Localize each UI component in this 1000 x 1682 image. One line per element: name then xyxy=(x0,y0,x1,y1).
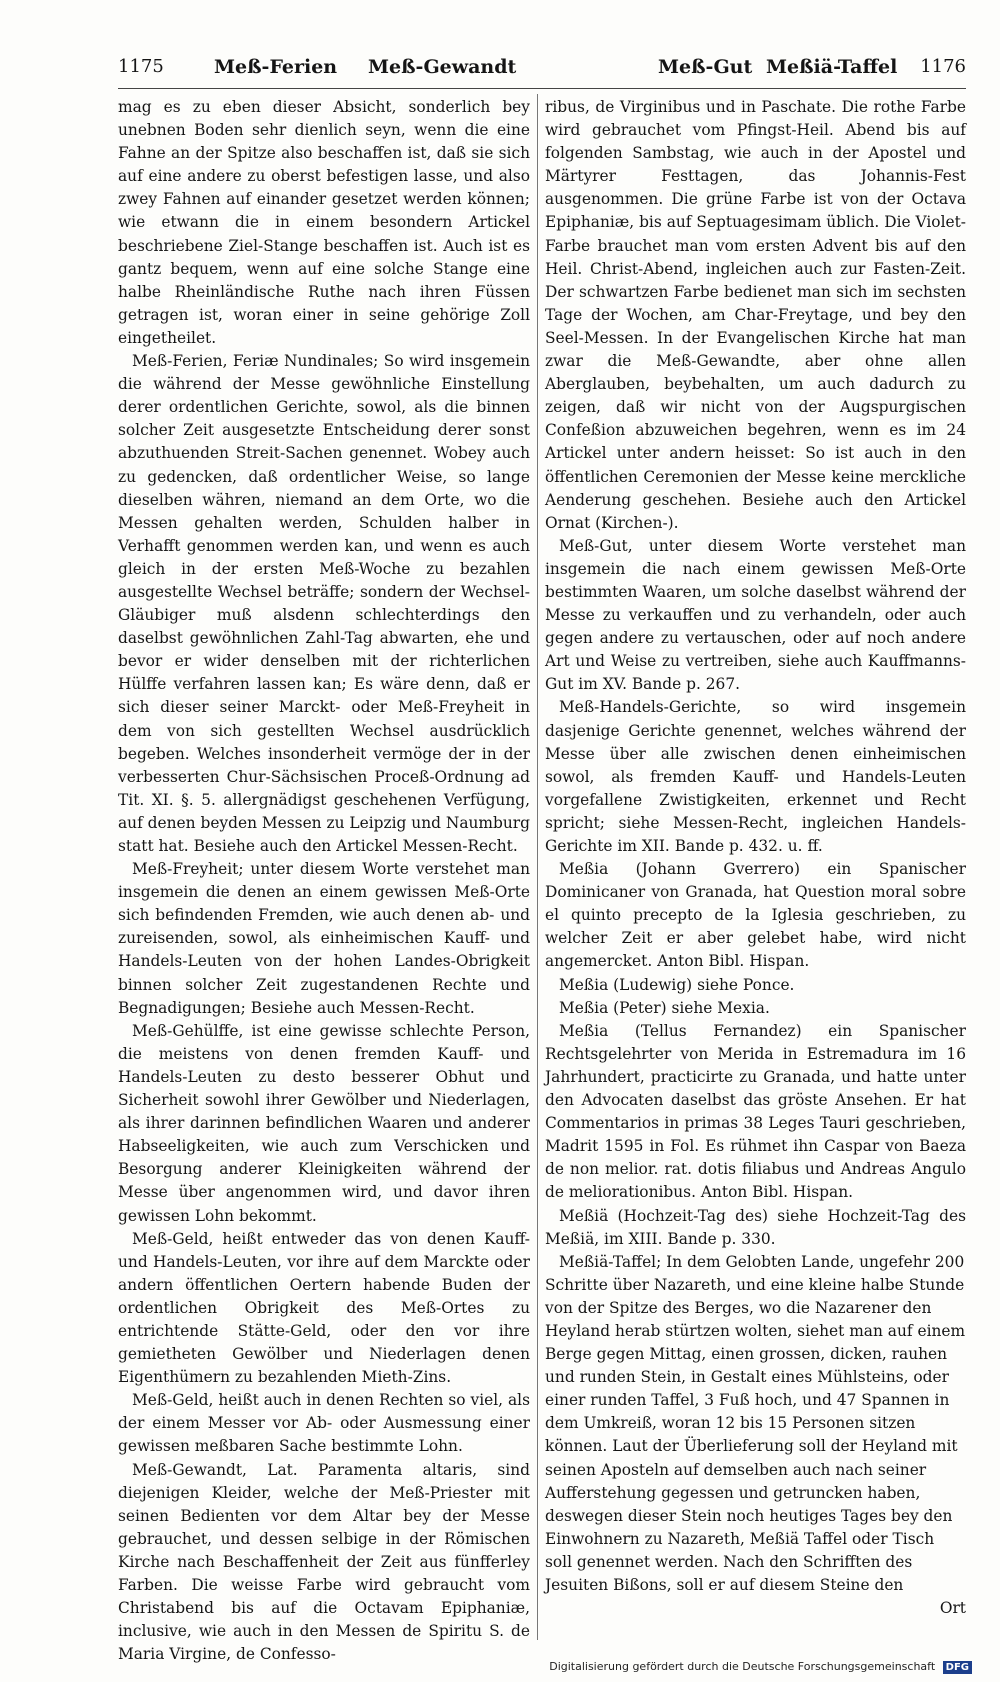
page-number-left: 1175 xyxy=(118,56,164,77)
right-column xyxy=(545,96,966,1636)
entry-messia-ludewig: Meßia (Ludewig) siehe Ponce. xyxy=(559,975,795,994)
left-column xyxy=(118,96,530,1664)
entry-messiae-taffel: Meßiä-Taffel; In dem Gelobten Lande, ungefehr 200 Schritte über Nazareth, und eine kleine halbe Stunde von der Spitze des Berges, wo die Nazarener den Heyland herab stürtzen wolten, siehet man auf einem Berge gegen Mittag, einen grossen, dicken, rauhen und runden Stein, in Gestalt eines Mühlsteins, oder einer runden Taffel, 3 Fuß hoch, und 47 Spannen in dem Umkreiß, woran 12 bis 15 Personen sitzen können. Laut der Überlieferung soll der Heyland mit seinen Aposteln auf demselben auch nach seiner Aufferstehung gegessen und getruncken haben, deswegen dieser Stein noch heutiges Tages bey den Einwohnern zu Nazareth, Meßiä Taffel oder Tisch soll genennet werden. Nach den Schrifften des Jesuiten Bißons, soll er auf diesem Steine den xyxy=(545,1252,966,1594)
running-head xyxy=(118,52,966,89)
credit-text: Digitalisierung gefördert durch die Deutsche Forschungsgemeinschaft xyxy=(549,1660,936,1673)
entry-mess-freyheit: Meß-Freyheit; unter diesem Worte verstehet man insgemein die denen an einem gewissen Meß-Orte sich befindenden Fremden, wie auch denen ab- und zureisenden, sowol, als einheimischen Kauff- und Handels-Leuten von der hohen Landes-Obrigkeit binnen solcher Zeit zugestandenen Rechte und Begnadigungen; Besiehe auch Messen-Recht. xyxy=(118,860,530,1017)
dfg-logo: DFG xyxy=(943,1661,972,1674)
entry-mess-handels-gerichte: Meß-Handels-Gerichte, so wird insgemein dasjenige Gerichte genennet, welches während der Messe über alle zwischen denen einheimischen sowol, als fremden Kauff- und Handels-Leuten vorgefallene Zwistigkeiten, erkennet und Recht spricht; siehe Messen-Recht, ingleichen Handels-Gerichte im XII. Bande p. 432. u. ff. xyxy=(545,698,966,855)
paragraph: ribus, de Virginibus und in Paschate. Die rothe Farbe wird gebrauchet vom Pfingst-Heil. Abend bis auf folgenden Sambstag, wie auch in der Apostel und Märtyrer Festtagen, das Johannis-Fest ausgenommen. Die grüne Farbe ist von der Octava Epiphaniæ, bis auf Septuagesimam üblich. Die Violet-Farbe brauchet man vom ersten Advent bis auf den Heil. Christ-Abend, ingleichen auch zur Fasten-Zeit. Der schwartzen Farbe bedienet man sich im sechsten Tage der Wochen, am Char-Freytage, und bey den Seel-Messen. In der Evangelischen Kirche hat man zwar die Meß-Gewandte, aber ohne allen Aberglauben, beybehalten, um auch dadurch zu zeigen, daß wir nicht von der Augspurgischen Confeßion abzuweichen begehren, wenn es im 24 Artickel unter andern heisset: So ist auch in den öffentlichen Ceremonien der Messe keine merckliche Aenderung geschehen. Besiehe auch den Artickel Ornat (Kirchen-). xyxy=(545,98,966,532)
entry-mess-ferien: Meß-Ferien, Feriæ Nundinales; So wird insgemein die während der Messe gewöhnliche Einstellung derer ordentlichen Gerichte, sowol, als die binnen solcher Zeit ausgesetzte Entscheidung derer sonst abzuthuenden Streit-Sachen genennet. Wobey auch zu gedencken, daß ordentlicher Weise, so lange dieselben währen, niemand an dem Orte, wo die Messen gehalten werden, Schulden halber in Verhafft genommen werden kan, und wenn es auch gleich in der ersten Meß-Woche zu bezahlen ausgestellte Wechsel beträffe; sondern der Wechsel-Gläubiger muß alsdenn schlechterdings den daselbst gewöhnlichen Zahl-Tag abwarten, ehe und bevor er wider denselben mit der richterlichen Hülffe verfahren lassen kan; Es wäre denn, daß er sich dieser seiner Marckt- oder Meß-Freyheit in dem von sich gestellten Wechsel ausdrücklich begeben. Welches insonderheit vermöge der in der verbesserten Chur-Sächsischen Proceß-Ordnung ad Tit. XI. §. 5. allergnädigst geschehenen Verfügung, auf denen beyden Messen zu Leipzig und Naumburg statt hat. Besiehe auch den Artickel Messen-Recht. xyxy=(118,352,530,855)
catchword: Ort xyxy=(939,1599,966,1618)
entry-mess-geld-2: Meß-Geld, heißt auch in denen Rechten so viel, als der einem Messer vor Ab- oder Ausmessung einer gewissen meßbaren Sache bestimmte Lohn. xyxy=(118,1391,530,1456)
digitization-credit xyxy=(549,1660,972,1674)
entry-messia-johann: Meßia (Johann Gverrero) ein Spanischer Dominicaner von Granada, hat Question moral sobre el quinto precepto de la Iglesia geschrieben, zu welcher Zeit er aber gelebet habe, wird nicht angemercket. Anton Bibl. Hispan. xyxy=(545,860,966,971)
catchword-left-2: Meß-Gewandt xyxy=(368,56,517,78)
catchword-right-1: Meß-Gut xyxy=(658,56,753,78)
paragraph: mag es zu eben dieser Absicht, sonderlich bey unebnen Boden sehr dienlich seyn, wenn die eine Fahne an der Spitze also beschaffen ist, daß sie sich auf eine andere zu oberst befestigen lasse, und also zwey Fahnen auf einander gesetzet werden können; wie etwann die in einem besondern Artickel beschriebene Ziel-Stange beschaffen ist. Auch ist es gantz bequem, wenn auf eine solche Stange eine halbe Rheinländische Ruthe nach ihren Füssen getragen ist, woran einer in seine gehörige Zoll eingetheilet. xyxy=(118,98,530,347)
catchword-left-1: Meß-Ferien xyxy=(214,56,338,78)
column-divider xyxy=(537,94,538,1640)
entry-messiae-hochzeit: Meßiä (Hochzeit-Tag des) siehe Hochzeit-Tag des Meßiä, im XIII. Bande p. 330. xyxy=(545,1206,966,1248)
catchword-right-2: Meßiä-Taffel xyxy=(766,56,898,78)
entry-messia-tellus: Meßia (Tellus Fernandez) ein Spanischer Rechtsgelehrter von Merida in Estremadura im 16 Jahrhundert, practicirte zu Granada, und hatte unter den Advocaten daselbst das gröste Ansehen. Er hat Commentarios in primas 38 Leges Tauri geschrieben, Madrit 1595 in Fol. Es rühmet ihn Caspar von Baeza de non melior. rat. dotis filiabus und Andreas Angulo de meliorationibus. Anton Bibl. Hispan. xyxy=(545,1021,966,1202)
entry-mess-gut: Meß-Gut, unter diesem Worte verstehet man insgemein die nach einem gewissen Meß-Orte bestimmten Waaren, um solche daselbst während der Messe zu verkauffen und zu verhandeln, oder auch gegen andere zu vertauschen, oder auf noch andere Art und Weise zu vertreiben, siehe auch Kauffmanns-Gut im XV. Bande p. 267. xyxy=(545,536,966,694)
entry-mess-geld: Meß-Geld, heißt entweder das von denen Kauff- und Handels-Leuten, vor ihre auf dem Marckte oder andern öffentlichen Oertern habende Buden der ordentlichen Obrigkeit des Meß-Ortes zu entrichtende Stätte-Geld, oder den vor ihre gemietheten Gewölber und Niederlagen denen Eigenthümern zu bezahlenden Mieth-Zins. xyxy=(118,1229,530,1387)
page-number-right: 1176 xyxy=(920,56,966,77)
entry-mess-gewandt: Meß-Gewandt, Lat. Paramenta altaris, sind diejenigen Kleider, welche der Meß-Priester mit seinen Bedienten vor dem Altar bey der Messe gebrauchet, und dessen selbige in der Römischen Kirche nach Beschaffenheit der Zeit aus fünfferley Farben. Die weisse Farbe wird gebraucht vom Christabend bis auf die Octavam Epiphaniæ, inclusive, wie auch in den Messen de Spiritu S. de Maria Virgine, de Confesso- xyxy=(118,1460,530,1664)
entry-mess-gehuelffe: Meß-Gehülffe, ist eine gewisse schlechte Person, die meistens von denen fremden Kauff- und Handels-Leuten zu desto besserer Obhut und Sicherheit sowohl ihrer Gewölber und Niederlagen, als ihrer darinnen befindlichen Waaren und anderer Habseeligkeiten, wie auch zum Verschicken und Besorgung anderer Kleinigkeiten während der Messe über angenommen wird, und davor ihren gewissen Lohn bekommt. xyxy=(118,1021,530,1225)
entry-messia-peter: Meßia (Peter) siehe Mexia. xyxy=(559,998,770,1017)
